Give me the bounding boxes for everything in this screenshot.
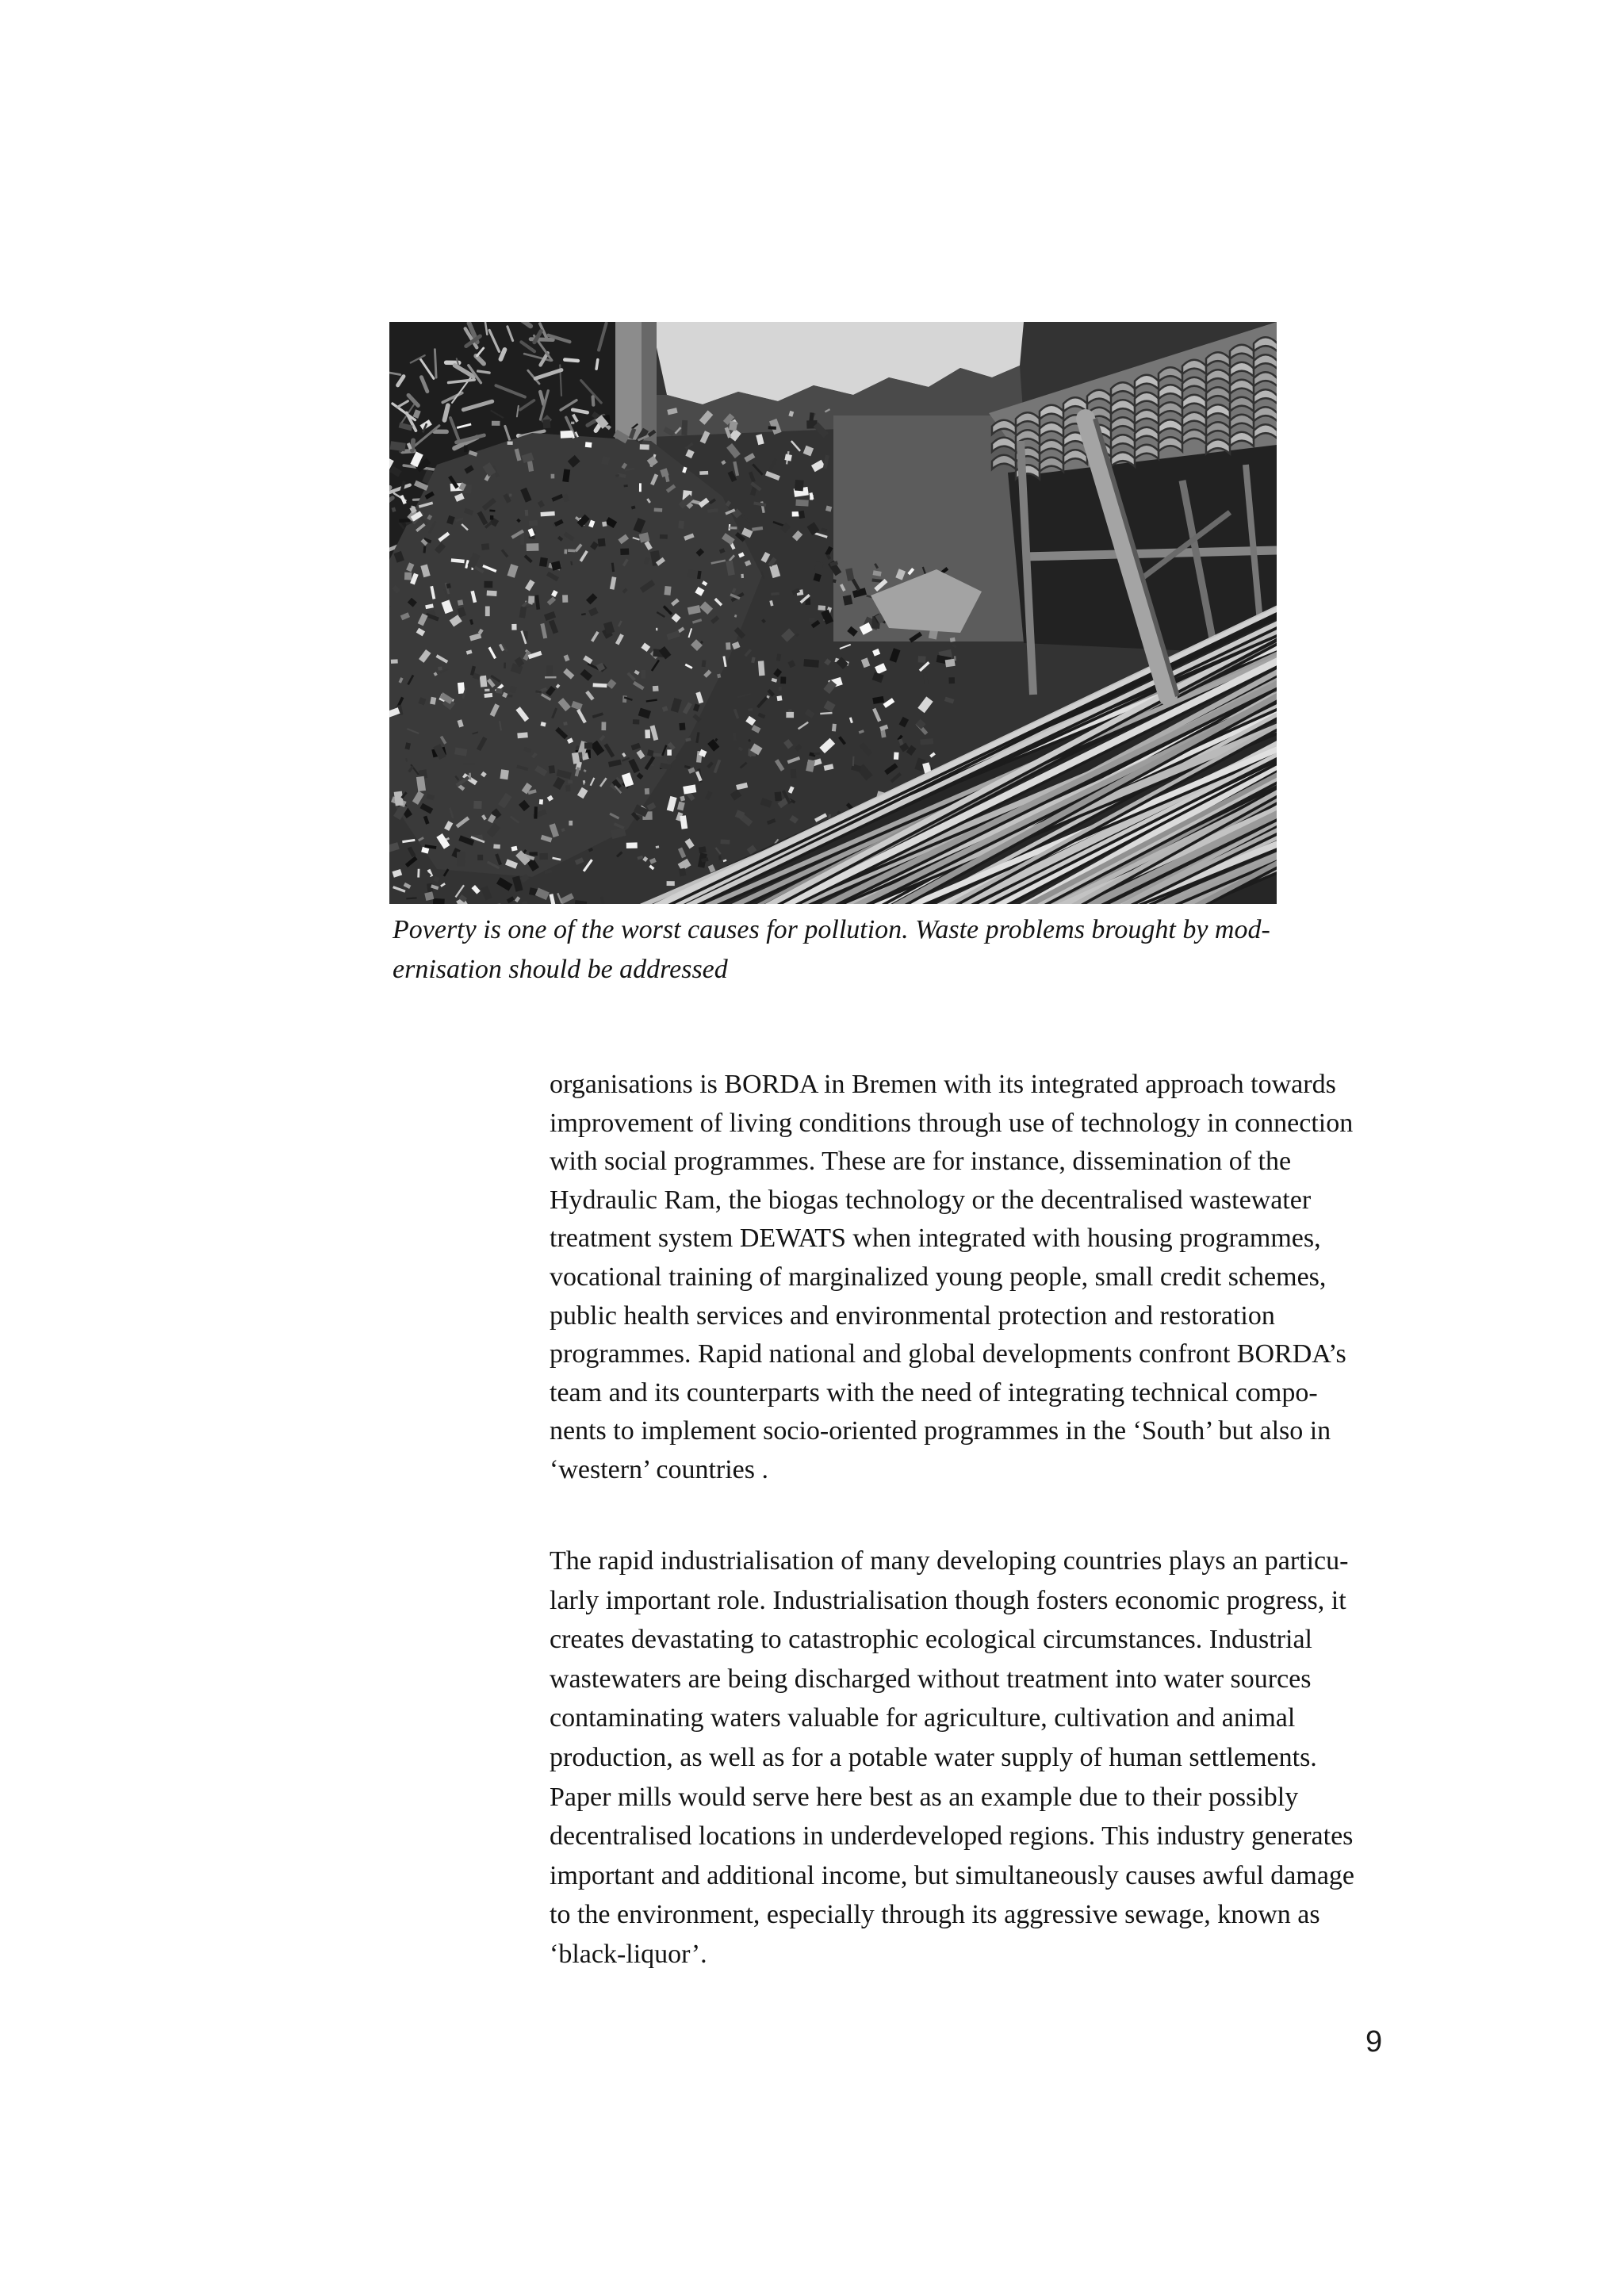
body-text-line: public health services and environmental protection and restoration (550, 1300, 1275, 1331)
debris-piece (654, 508, 663, 512)
debris-piece (568, 780, 573, 783)
debris-piece (517, 732, 528, 738)
debris-piece (508, 441, 513, 445)
debris-piece (528, 596, 534, 603)
body-paragraph-1 (550, 1066, 1353, 1490)
caption-line: Poverty is one of the worst causes for pollution. Waste problems brought by mod- (393, 915, 1270, 944)
leaf (593, 396, 594, 404)
debris-piece (748, 708, 753, 711)
debris-piece (481, 543, 489, 550)
body-text-line: larly important role. Industrialisation though fosters economic progress, it (550, 1585, 1346, 1615)
debris-piece (525, 510, 529, 516)
debris-piece (653, 753, 662, 757)
debris-piece (477, 855, 483, 860)
body-text-line: to the environment, especially through its aggressive sewage, known as (550, 1900, 1320, 1930)
debris-piece (564, 550, 567, 554)
debris-piece (780, 676, 786, 684)
debris-piece (487, 591, 497, 596)
debris-piece (667, 881, 675, 886)
debris-piece (679, 723, 685, 731)
debris-piece (568, 549, 576, 552)
debris-piece (593, 683, 607, 687)
debris-piece (718, 856, 721, 860)
debris-piece (539, 557, 548, 567)
debris-piece (485, 689, 489, 691)
debris-piece (433, 898, 445, 904)
debris-piece (894, 753, 899, 760)
debris-piece (795, 500, 808, 507)
body-text-line: The rapid industrialisation of many developing countries plays an particu- (550, 1546, 1349, 1576)
body-text-line: creates devastating to catastrophic ecological circumstances. Industrial (550, 1625, 1312, 1655)
debris-piece (814, 753, 820, 755)
body-text-line: organisations is BORDA in Bremen with its integrated approach towards (550, 1070, 1336, 1099)
debris-piece (485, 606, 490, 616)
photo-waste-and-bamboo (389, 322, 1277, 904)
page-number: 9 (1365, 2025, 1383, 2058)
body-text-line: improvement of living conditions through use of technology in connection (550, 1108, 1354, 1138)
debris-piece (438, 667, 442, 671)
debris-piece (741, 403, 750, 409)
debris-piece (493, 844, 500, 849)
debris-piece (484, 581, 492, 588)
debris-piece (508, 695, 513, 698)
debris-piece (509, 494, 511, 497)
leaf (596, 360, 598, 370)
body-text-line: Paper mills would serve here best as an example due to their possibly (550, 1782, 1299, 1812)
debris-piece (469, 773, 471, 780)
debris-piece (504, 663, 506, 668)
body-text-line: treatment system DEWATS when integrated with housing programmes, (550, 1224, 1321, 1254)
debris-piece (571, 422, 574, 424)
debris-piece (784, 454, 791, 461)
debris-piece (920, 738, 933, 745)
debris-piece (598, 538, 606, 547)
debris-piece (768, 426, 776, 430)
debris-piece (667, 749, 672, 755)
debris-piece (699, 471, 708, 475)
leaf (435, 350, 436, 377)
debris-piece (948, 677, 955, 684)
debris-piece (545, 676, 557, 679)
debris-piece (726, 642, 730, 649)
debris-piece (699, 846, 707, 853)
debris-piece (602, 522, 607, 527)
debris-piece (809, 618, 815, 622)
debris-piece (540, 511, 554, 517)
debris-piece (484, 693, 492, 698)
debris-piece (624, 484, 628, 487)
debris-piece (458, 599, 464, 606)
debris-piece (775, 791, 782, 801)
debris-piece (679, 868, 687, 877)
debris-piece (399, 519, 410, 523)
body-text-line: Hydraulic Ram, the biogas technology or the decentralised wastewater (550, 1185, 1312, 1215)
caption-line: ernisation should be addressed (393, 955, 728, 984)
debris-piece (640, 444, 649, 450)
debris-piece (464, 446, 467, 453)
debris-piece (511, 624, 516, 630)
debris-piece (480, 676, 488, 687)
body-text-line: production, as well as for a potable water supply of human settlements. (550, 1742, 1317, 1772)
body-text-line: team and its counterparts with the need of integrating technical compo- (550, 1377, 1318, 1407)
body-text-line: with social programmes. These are for instance, dissemination of the (550, 1147, 1292, 1177)
debris-piece (660, 534, 668, 539)
debris-piece (496, 688, 503, 694)
debris-piece (758, 661, 765, 676)
debris-piece (945, 659, 956, 668)
debris-piece (601, 722, 606, 730)
debris-piece (457, 852, 465, 866)
debris-piece (803, 659, 819, 668)
debris-piece (818, 605, 825, 611)
debris-piece (741, 574, 744, 578)
debris-piece (542, 419, 550, 428)
debris-piece (529, 852, 537, 856)
body-paragraph-2 (550, 1541, 1354, 1974)
debris-piece (565, 785, 570, 791)
debris-piece (500, 769, 508, 779)
figure-caption (393, 910, 1270, 990)
debris-piece (561, 431, 573, 439)
debris-piece (626, 842, 638, 848)
debris-piece (489, 510, 495, 512)
debris-piece (620, 549, 629, 556)
body-text-line: ‘black-liquor’. (550, 1939, 707, 1969)
debris-piece (539, 853, 548, 860)
debris-piece (549, 765, 555, 774)
debris-piece (729, 421, 737, 431)
debris-piece (832, 724, 837, 732)
leaf (565, 360, 578, 361)
debris-piece (473, 801, 482, 809)
debris-piece (795, 480, 804, 491)
debris-piece (539, 799, 543, 805)
debris-piece (463, 764, 476, 766)
body-text-line: important and additional income, but simultaneously causes awful damage (550, 1860, 1355, 1890)
debris-piece (417, 869, 419, 878)
debris-piece (641, 670, 645, 679)
debris-piece (569, 821, 573, 825)
debris-piece (391, 659, 398, 664)
debris-piece (563, 722, 567, 726)
body-text-line: nents to implement socio-oriented programmes in the ‘South’ but also in (550, 1416, 1331, 1446)
debris-piece (546, 665, 553, 676)
debris-piece (584, 742, 592, 749)
debris-piece (678, 521, 684, 529)
debris-piece (950, 638, 956, 642)
debris-piece (551, 474, 555, 479)
debris-piece (529, 520, 538, 526)
debris-piece (490, 515, 494, 520)
debris-piece (681, 420, 688, 435)
debris-piece (664, 586, 671, 596)
body-text-line: programmes. Rapid national and global developments confront BORDA’s (550, 1339, 1346, 1369)
debris-piece (777, 695, 783, 701)
body-text-line: wastewaters are being discharged without treatment into water sources (550, 1664, 1312, 1694)
debris-piece (404, 573, 412, 580)
debris-piece (791, 769, 797, 779)
body-text-line: decentralised locations in underdeveloped regions. This industry generates (550, 1821, 1354, 1852)
debris-piece (492, 421, 500, 426)
debris-piece (394, 791, 404, 806)
debris-piece (527, 543, 539, 551)
body-text-line: vocational training of marginalized young people, small credit schemes, (550, 1262, 1327, 1292)
debris-piece (779, 687, 782, 691)
debris-piece (730, 527, 737, 529)
debris-piece (633, 719, 640, 724)
debris-piece (833, 579, 837, 583)
debris-piece (639, 483, 642, 492)
debris-piece (645, 788, 649, 795)
debris-piece (656, 628, 657, 630)
body-text-line: contaminating waters valuable for agriculture, cultivation and animal (550, 1703, 1296, 1733)
debris-piece (562, 595, 568, 603)
debris-piece (645, 730, 650, 738)
debris-piece (799, 511, 805, 519)
debris-piece (585, 442, 592, 447)
debris-piece (733, 733, 736, 741)
leaf (478, 371, 489, 373)
debris-piece (786, 712, 794, 718)
debris-piece (653, 686, 659, 691)
body-text-line: ‘western’ countries . (550, 1454, 768, 1484)
debris-piece (721, 840, 730, 844)
leaf (412, 440, 413, 450)
debris-piece (534, 806, 538, 818)
debris-piece (918, 656, 926, 663)
